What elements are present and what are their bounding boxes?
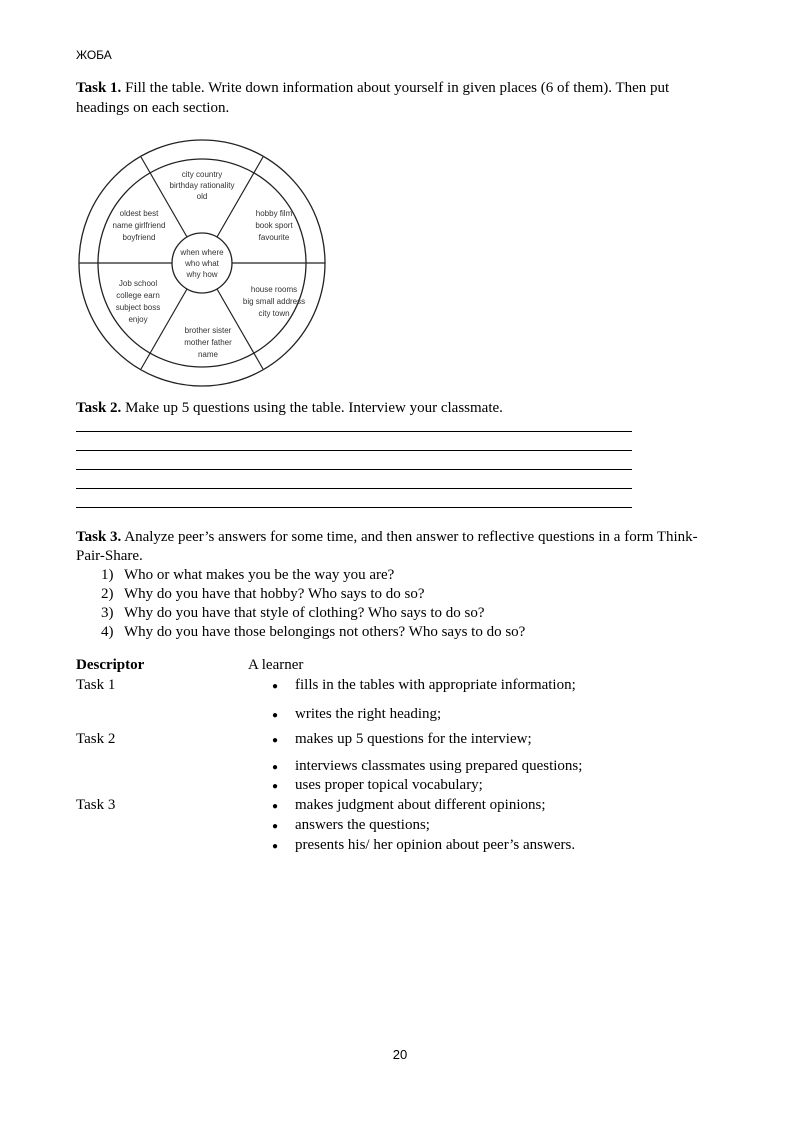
- question-number: 2): [101, 586, 114, 602]
- bullet-icon: ●: [272, 841, 279, 852]
- descriptor-item: interviews classmates using prepared questions;: [295, 758, 583, 774]
- wheel-top-right-line-3: favourite: [258, 233, 290, 242]
- descriptor-item: makes judgment about different opinions;: [295, 797, 546, 813]
- descriptor-item: writes the right heading;: [295, 706, 442, 722]
- wheel-top-left-line-2: name girlfriend: [112, 221, 166, 230]
- answer-line[interactable]: [76, 488, 632, 489]
- bullet-icon: ●: [272, 681, 279, 692]
- list-item: [101, 623, 525, 642]
- wheel-bottom-left-line-4: enjoy: [128, 315, 148, 324]
- bullet-icon: ●: [272, 710, 279, 721]
- wheel-top-left-line-3: boyfriend: [122, 233, 156, 242]
- task1-instruction: [76, 78, 716, 118]
- wheel-bottom-right-line-2: big small address: [242, 297, 306, 306]
- task3-text: Analyze peer’s answers for some time, and then answer to reflective questions in a form Think-Pair-Share.: [76, 529, 698, 564]
- question-text: Why do you have those belongings not others? Who says to do so?: [124, 624, 526, 640]
- task3-label: Task 3.: [76, 529, 122, 545]
- bullet-icon: ●: [272, 735, 279, 746]
- wheel-bottom-line-1: brother sister: [184, 326, 232, 335]
- descriptor-item: uses proper topical vocabulary;: [295, 777, 483, 793]
- wheel-top-right-line-1: hobby film: [255, 209, 293, 218]
- wheel-bottom-left-line-2: college earn: [116, 291, 160, 300]
- wheel-bottom-right-line-1: house rooms: [250, 285, 298, 294]
- descriptor-task3-label: Task 3: [76, 797, 116, 813]
- wheel-bottom-left-line-3: subject boss: [115, 303, 161, 312]
- wheel-bottom-line-3: name: [197, 350, 219, 359]
- question-text: Why do you have that hobby? Who says to do so?: [124, 586, 425, 602]
- task1-text: Fill the table. Write down information about yourself in given places (6 of them). Then put headings on each section.: [76, 80, 670, 116]
- wheel-top-right-line-2: book sport: [255, 221, 293, 230]
- wheel-center-line-3: why how: [186, 270, 218, 279]
- question-number: 4): [101, 624, 114, 640]
- question-number: 1): [101, 567, 114, 583]
- answer-line[interactable]: [76, 431, 632, 432]
- about-me-wheel: [78, 132, 328, 394]
- descriptor-item: presents his/ her opinion about peer’s answers.: [295, 837, 576, 853]
- bullet-icon: ●: [272, 762, 279, 773]
- wheel-center-line-1: when where: [180, 248, 224, 257]
- wheel-bottom-left-line-1: Job school: [118, 279, 158, 288]
- question-number: 3): [101, 605, 114, 621]
- descriptor-task2-label: Task 2: [76, 731, 116, 747]
- answer-line[interactable]: [76, 469, 632, 470]
- header-tag: ЖОБА: [76, 48, 112, 62]
- descriptor-item: makes up 5 questions for the interview;: [295, 731, 532, 747]
- learner-heading: A learner: [248, 657, 304, 673]
- descriptor-heading: Descriptor: [76, 657, 145, 673]
- page-number: 20: [392, 1047, 408, 1062]
- question-text: Why do you have that style of clothing? Who says to do so?: [124, 605, 485, 621]
- descriptor-item: fills in the tables with appropriate information;: [295, 677, 576, 693]
- descriptor-task1-label: Task 1: [76, 677, 116, 693]
- list-item: [101, 585, 525, 604]
- list-item: [101, 566, 525, 585]
- wheel-bottom-line-2: mother father: [184, 338, 232, 347]
- wheel-center-line-2: who what: [185, 259, 219, 268]
- wheel-top-line-3: old: [196, 192, 208, 201]
- bullet-icon: ●: [272, 821, 279, 832]
- reflective-questions-list: [101, 566, 525, 642]
- answer-line[interactable]: [76, 507, 632, 508]
- task2-instruction: [76, 398, 716, 418]
- task1-label: Task 1.: [76, 80, 122, 96]
- wheel-bottom-right-line-3: city town: [258, 309, 290, 318]
- task3-instruction: [76, 528, 716, 566]
- task2-text: Make up 5 questions using the table. Interview your classmate.: [121, 400, 503, 416]
- answer-line[interactable]: [76, 450, 632, 451]
- bullet-icon: ●: [272, 801, 279, 812]
- list-item: [101, 604, 525, 623]
- task2-label: Task 2.: [76, 400, 122, 416]
- question-text: Who or what makes you be the way you are?: [124, 567, 395, 583]
- wheel-top-line-1: city country: [181, 170, 223, 179]
- bullet-icon: ●: [272, 781, 279, 792]
- wheel-top-line-2: birthday rationality: [169, 181, 235, 190]
- wheel-top-left-line-1: oldest best: [119, 209, 159, 218]
- descriptor-item: answers the questions;: [295, 817, 430, 833]
